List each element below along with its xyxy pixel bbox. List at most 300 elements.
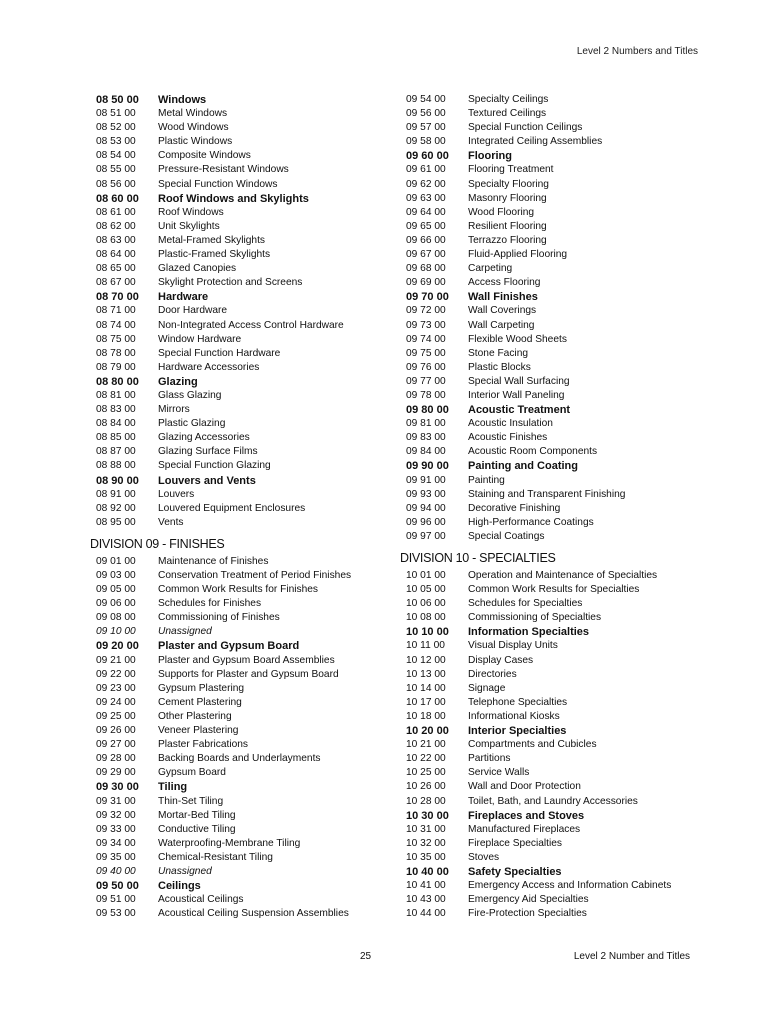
- section-number: 09 54 00: [406, 94, 446, 105]
- section-title: Display Cases: [468, 654, 534, 666]
- section-row: [90, 696, 390, 710]
- section-title: Emergency Access and Information Cabinets: [468, 880, 672, 892]
- section-number: 09 20 00: [96, 640, 139, 653]
- section-number: 09 23 00: [96, 682, 136, 694]
- section-row: [400, 389, 700, 403]
- section-number: 08 90 00: [96, 474, 139, 487]
- section-row: [90, 403, 390, 417]
- section-row: [400, 710, 700, 724]
- section-title: Acoustic Insulation: [468, 418, 553, 430]
- section-number: 10 28 00: [406, 795, 446, 807]
- section-title: Carpeting: [468, 263, 513, 275]
- section-number: 10 12 00: [406, 654, 446, 666]
- section-title: Wood Windows: [158, 122, 229, 134]
- section-row: [90, 361, 390, 375]
- section-number: 09 72 00: [406, 305, 446, 317]
- section-number: 09 22 00: [96, 668, 136, 680]
- section-number: 08 88 00: [96, 460, 136, 472]
- section-number: 09 24 00: [96, 696, 136, 708]
- section-heading-row: [400, 149, 700, 163]
- section-title: Tiling: [158, 781, 188, 794]
- section-title: Waterproofing-Membrane Tiling: [158, 837, 301, 849]
- section-row: [400, 445, 700, 459]
- section-title: Composite Windows: [158, 150, 251, 162]
- section-heading-row: [90, 879, 390, 893]
- section-title: Plaster and Gypsum Board: [158, 640, 300, 653]
- section-number: 10 32 00: [406, 837, 446, 849]
- section-title: Directories: [468, 668, 517, 680]
- section-row: [90, 163, 390, 177]
- section-number: 08 56 00: [96, 178, 136, 190]
- section-row: [400, 192, 700, 206]
- section-number: 08 65 00: [96, 263, 136, 275]
- section-row: [400, 597, 700, 611]
- section-number: 09 50 00: [96, 880, 139, 893]
- section-number: 08 55 00: [96, 164, 136, 176]
- section-row: [90, 445, 390, 459]
- section-title: Resilient Flooring: [468, 220, 547, 232]
- section-number: 10 14 00: [406, 682, 446, 694]
- section-number: 09 93 00: [406, 488, 446, 500]
- section-row: [90, 262, 390, 276]
- section-title: Emergency Aid Specialties: [468, 894, 589, 906]
- section-heading-row: [400, 459, 700, 473]
- section-row: [400, 347, 700, 361]
- section-title: Visual Display Units: [468, 640, 558, 652]
- section-number: 09 01 00: [96, 555, 136, 567]
- section-row: [90, 654, 390, 668]
- section-row: [400, 135, 700, 149]
- section-row: [90, 276, 390, 290]
- section-row: [90, 206, 390, 220]
- section-title: Common Work Results for Finishes: [158, 584, 319, 596]
- section-number: 09 61 00: [406, 164, 446, 176]
- section-heading-row: [400, 809, 700, 823]
- section-row: [90, 555, 390, 569]
- section-title: Hardware Accessories: [158, 361, 260, 373]
- section-row: [90, 597, 390, 611]
- section-row: [400, 431, 700, 445]
- section-row: [90, 107, 390, 121]
- section-row: [90, 682, 390, 696]
- section-row: [400, 474, 700, 488]
- section-title: Fireplaces and Stoves: [468, 809, 585, 822]
- section-row: [90, 865, 390, 879]
- right-column: [400, 93, 700, 921]
- section-title: Special Function Ceilings: [468, 122, 583, 134]
- section-number: 09 74 00: [406, 333, 446, 345]
- section-title: Mirrors: [158, 404, 190, 416]
- section-number: 10 06 00: [406, 598, 446, 610]
- section-number: 10 08 00: [406, 612, 446, 624]
- section-row: [400, 304, 700, 318]
- section-number: 08 50 00: [96, 94, 139, 106]
- section-row: [400, 583, 700, 597]
- section-number: 09 66 00: [406, 234, 446, 246]
- section-number: 09 10 00: [96, 626, 136, 638]
- section-row: [400, 488, 700, 502]
- section-number: 08 51 00: [96, 108, 136, 120]
- section-number: 09 57 00: [406, 122, 446, 134]
- section-row: [90, 795, 390, 809]
- section-row: [90, 583, 390, 597]
- section-number: 09 67 00: [406, 249, 446, 261]
- section-heading-row: [90, 93, 390, 107]
- section-row: [400, 333, 700, 347]
- section-title: Acoustic Treatment: [468, 404, 571, 417]
- section-title: Manufactured Fireplaces: [468, 823, 581, 835]
- section-row: [90, 220, 390, 234]
- section-heading-row: [90, 780, 390, 794]
- section-title: Interior Specialties: [468, 725, 567, 738]
- section-title: Wood Flooring: [468, 206, 535, 218]
- section-number: 09 34 00: [96, 837, 136, 849]
- section-number: 09 21 00: [96, 654, 136, 666]
- section-title: Plastic-Framed Skylights: [158, 249, 271, 261]
- section-row: [400, 93, 700, 107]
- section-title: Veneer Plastering: [158, 725, 239, 737]
- section-title: Acoustical Ceiling Suspension Assemblies: [158, 908, 349, 920]
- section-row: [90, 333, 390, 347]
- section-title: Plastic Glazing: [158, 418, 226, 430]
- section-row: [90, 569, 390, 583]
- section-title: Special Function Hardware: [158, 347, 281, 359]
- section-number: 09 25 00: [96, 710, 136, 722]
- section-row: [400, 502, 700, 516]
- section-number: 08 60 00: [96, 192, 139, 205]
- section-title: Decorative Finishing: [468, 502, 561, 514]
- section-number: 09 51 00: [96, 894, 136, 906]
- section-row: [400, 276, 700, 290]
- section-title: Special Coatings: [468, 530, 545, 542]
- section-title: Wall and Door Protection: [468, 781, 581, 793]
- section-title: Service Walls: [468, 767, 530, 779]
- section-title: Skylight Protection and Screens: [158, 277, 303, 289]
- section-number: 10 43 00: [406, 894, 446, 906]
- section-title: Maintenance of Finishes: [158, 555, 269, 567]
- section-number: 10 44 00: [406, 908, 446, 920]
- section-title: Commissioning of Specialties: [468, 612, 602, 624]
- section-title: Commissioning of Finishes: [158, 612, 280, 624]
- section-title: Compartments and Cubicles: [468, 739, 597, 751]
- section-row: [90, 851, 390, 865]
- section-title: Flooring: [468, 150, 512, 163]
- section-title: Acoustic Finishes: [468, 432, 548, 444]
- section-row: [400, 107, 700, 121]
- section-row: [90, 823, 390, 837]
- section-title: Plaster Fabrications: [158, 739, 249, 751]
- section-number: 10 20 00: [406, 725, 449, 738]
- section-row: [400, 893, 700, 907]
- left-column: [90, 93, 390, 921]
- section-number: 09 31 00: [96, 795, 136, 807]
- section-title: Unit Skylights: [158, 220, 220, 232]
- section-number: 10 30 00: [406, 809, 449, 822]
- section-number: 08 62 00: [96, 220, 136, 232]
- section-title: High-Performance Coatings: [468, 516, 594, 528]
- section-number: 09 29 00: [96, 767, 136, 779]
- section-row: [90, 625, 390, 639]
- section-title: Signage: [468, 682, 506, 694]
- section-title: Special Function Windows: [158, 178, 278, 190]
- section-number: 09 06 00: [96, 598, 136, 610]
- section-title: Glazed Canopies: [158, 263, 237, 275]
- section-title: Supports for Plaster and Gypsum Board: [158, 668, 339, 680]
- section-row: [90, 516, 390, 530]
- section-number: 09 73 00: [406, 319, 446, 331]
- section-row: [90, 417, 390, 431]
- section-number: 09 62 00: [406, 178, 446, 190]
- section-number: 09 83 00: [406, 432, 446, 444]
- section-row: [90, 304, 390, 318]
- section-heading-row: [400, 865, 700, 879]
- running-footer: Level 2 Number and Titles: [573, 951, 690, 962]
- section-row: [400, 795, 700, 809]
- section-number: 09 78 00: [406, 389, 446, 401]
- section-heading-row: [90, 375, 390, 389]
- section-title: Integrated Ceiling Assemblies: [468, 136, 603, 148]
- section-number: 09 60 00: [406, 150, 449, 163]
- section-row: [90, 389, 390, 403]
- section-number: 08 75 00: [96, 333, 136, 345]
- section-number: 10 13 00: [406, 668, 446, 680]
- section-title: Glazing: [158, 375, 198, 388]
- section-number: 08 95 00: [96, 516, 136, 528]
- section-number: 09 96 00: [406, 516, 446, 528]
- section-number: 09 35 00: [96, 851, 136, 863]
- section-number: 08 67 00: [96, 277, 136, 289]
- section-row: [90, 668, 390, 682]
- section-number: 10 31 00: [406, 823, 446, 835]
- section-number: 08 80 00: [96, 375, 139, 388]
- section-number: 10 22 00: [406, 753, 446, 765]
- section-row: [400, 569, 700, 583]
- section-number: 10 05 00: [406, 584, 446, 596]
- section-number: 10 18 00: [406, 710, 446, 722]
- section-heading-row: [90, 639, 390, 653]
- section-title: Thin-Set Tiling: [158, 795, 224, 807]
- section-row: [400, 375, 700, 389]
- section-title: Door Hardware: [158, 305, 228, 317]
- section-number: 08 53 00: [96, 136, 136, 148]
- section-row: [400, 220, 700, 234]
- section-number: 08 70 00: [96, 291, 139, 304]
- section-row: [90, 809, 390, 823]
- section-number: 10 25 00: [406, 767, 446, 779]
- section-row: [90, 611, 390, 625]
- section-title: Plaster and Gypsum Board Assemblies: [158, 654, 335, 666]
- section-title: Painting and Coating: [468, 460, 578, 473]
- section-title: Louvers: [158, 488, 195, 500]
- section-row: [90, 135, 390, 149]
- section-title: Wall Carpeting: [468, 319, 535, 331]
- section-title: Vents: [158, 516, 184, 528]
- section-row: [400, 823, 700, 837]
- section-heading-row: [90, 290, 390, 304]
- section-number: 09 75 00: [406, 347, 446, 359]
- section-row: [90, 149, 390, 163]
- section-number: 09 27 00: [96, 739, 136, 751]
- section-row: [400, 530, 700, 544]
- section-number: 09 26 00: [96, 725, 136, 737]
- section-title: Metal-Framed Skylights: [158, 234, 265, 246]
- section-row: [400, 780, 700, 794]
- section-row: [90, 766, 390, 780]
- section-number: 09 28 00: [96, 753, 136, 765]
- section-number: 08 61 00: [96, 206, 136, 218]
- section-title: Access Flooring: [468, 277, 541, 289]
- section-number: 09 40 00: [96, 865, 136, 877]
- section-row: [400, 262, 700, 276]
- section-title: Fluid-Applied Flooring: [468, 249, 568, 261]
- page-number: 25: [360, 951, 372, 962]
- section-number: 09 03 00: [96, 570, 136, 581]
- section-row: [400, 654, 700, 668]
- section-number: 08 92 00: [96, 502, 136, 514]
- section-title: Flooring Treatment: [468, 164, 554, 176]
- section-title: Other Plastering: [158, 710, 232, 722]
- section-number: 08 63 00: [96, 234, 136, 246]
- section-row: [400, 879, 700, 893]
- section-heading-row: [90, 474, 390, 488]
- section-row: [400, 248, 700, 262]
- section-row: [90, 893, 390, 907]
- section-number: 09 81 00: [406, 418, 446, 430]
- section-row: [90, 248, 390, 262]
- section-title: Masonry Flooring: [468, 192, 547, 204]
- section-heading-row: [400, 724, 700, 738]
- division-heading: DIVISION 09 - FINISHES: [90, 536, 225, 551]
- section-row: [400, 163, 700, 177]
- section-title: Fire-Protection Specialties: [468, 908, 587, 920]
- section-title: Hardware: [158, 291, 209, 304]
- section-row: [90, 724, 390, 738]
- section-row: [400, 752, 700, 766]
- section-number: 09 53 00: [96, 908, 136, 920]
- section-title: Plastic Blocks: [468, 361, 531, 373]
- section-title: Specialty Ceilings: [468, 94, 549, 105]
- section-number: 09 30 00: [96, 781, 139, 794]
- section-number: 10 11 00: [406, 640, 445, 652]
- section-title: Schedules for Finishes: [158, 598, 262, 610]
- section-title: Painting: [468, 474, 505, 486]
- section-row: [400, 234, 700, 248]
- section-title: Telephone Specialties: [468, 696, 568, 708]
- section-title: Specialty Flooring: [468, 178, 549, 190]
- section-row: [90, 502, 390, 516]
- section-number: 09 80 00: [406, 404, 449, 417]
- section-number: 09 56 00: [406, 108, 446, 120]
- section-row: [90, 431, 390, 445]
- section-number: 09 97 00: [406, 530, 446, 542]
- section-number: 08 79 00: [96, 361, 136, 373]
- section-row: [90, 121, 390, 135]
- section-row: [90, 459, 390, 473]
- section-number: 10 35 00: [406, 851, 446, 863]
- section-number: 09 65 00: [406, 220, 446, 232]
- section-row: [90, 738, 390, 752]
- section-title: Terrazzo Flooring: [468, 234, 547, 246]
- section-title: Cement Plastering: [158, 696, 242, 708]
- section-number: 09 32 00: [96, 809, 136, 821]
- section-row: [400, 417, 700, 431]
- section-title: Special Function Glazing: [158, 460, 271, 472]
- section-heading-row: [90, 192, 390, 206]
- section-number: 10 21 00: [406, 739, 446, 751]
- section-row: [400, 206, 700, 220]
- section-row: [400, 668, 700, 682]
- section-row: [400, 361, 700, 375]
- section-title: Interior Wall Paneling: [468, 389, 565, 401]
- section-number: 09 70 00: [406, 291, 449, 304]
- section-row: [400, 682, 700, 696]
- section-number: 09 90 00: [406, 460, 449, 473]
- section-row: [400, 907, 700, 921]
- section-number: 10 26 00: [406, 781, 446, 793]
- section-number: 08 74 00: [96, 319, 136, 331]
- section-heading-row: [400, 403, 700, 417]
- section-title: Textured Ceilings: [468, 108, 547, 120]
- section-row: [90, 488, 390, 502]
- running-header: Level 2 Numbers and Titles: [576, 46, 698, 57]
- section-title: Stoves: [468, 851, 500, 863]
- section-number: 08 83 00: [96, 404, 136, 416]
- section-title: Special Wall Surfacing: [468, 375, 570, 387]
- section-title: Chemical-Resistant Tiling: [158, 851, 273, 863]
- section-row: [400, 851, 700, 865]
- section-row: [400, 611, 700, 625]
- section-title: Conservation Treatment of Period Finishes: [158, 570, 352, 581]
- section-number: 09 05 00: [96, 584, 136, 596]
- section-title: Glazing Surface Films: [158, 446, 258, 458]
- section-number: 09 94 00: [406, 502, 446, 514]
- section-title: Unassigned: [158, 626, 212, 638]
- section-row: [400, 178, 700, 192]
- section-title: Backing Boards and Underlayments: [158, 753, 321, 765]
- section-title: Window Hardware: [158, 333, 242, 345]
- section-title: Louvered Equipment Enclosures: [158, 502, 306, 514]
- section-row: [400, 516, 700, 530]
- section-number: 09 77 00: [406, 375, 446, 387]
- section-row: [400, 738, 700, 752]
- section-number: 08 81 00: [96, 389, 136, 401]
- section-title: Safety Specialties: [468, 865, 562, 878]
- section-title: Mortar-Bed Tiling: [158, 809, 236, 821]
- section-row: [400, 696, 700, 710]
- section-title: Schedules for Specialties: [468, 598, 583, 610]
- section-row: [90, 752, 390, 766]
- section-number: 08 91 00: [96, 488, 136, 500]
- section-title: Stone Facing: [468, 347, 529, 359]
- section-number: 10 41 00: [406, 880, 446, 892]
- section-row: [90, 234, 390, 248]
- section-number: 09 08 00: [96, 612, 136, 624]
- section-number: 10 01 00: [406, 570, 446, 581]
- section-title: Pressure-Resistant Windows: [158, 164, 289, 176]
- section-number: 09 58 00: [406, 136, 446, 148]
- section-title: Partitions: [468, 753, 511, 765]
- section-title: Operation and Maintenance of Specialties: [468, 570, 658, 581]
- section-title: Non-Integrated Access Control Hardware: [158, 319, 344, 331]
- section-row: [400, 837, 700, 851]
- section-title: Roof Windows and Skylights: [158, 192, 309, 205]
- section-title: Acoustical Ceilings: [158, 894, 244, 906]
- section-title: Gypsum Board: [158, 767, 226, 779]
- section-number: 09 76 00: [406, 361, 446, 373]
- section-row: [90, 347, 390, 361]
- section-number: 09 91 00: [406, 474, 446, 486]
- section-number: 08 64 00: [96, 249, 136, 261]
